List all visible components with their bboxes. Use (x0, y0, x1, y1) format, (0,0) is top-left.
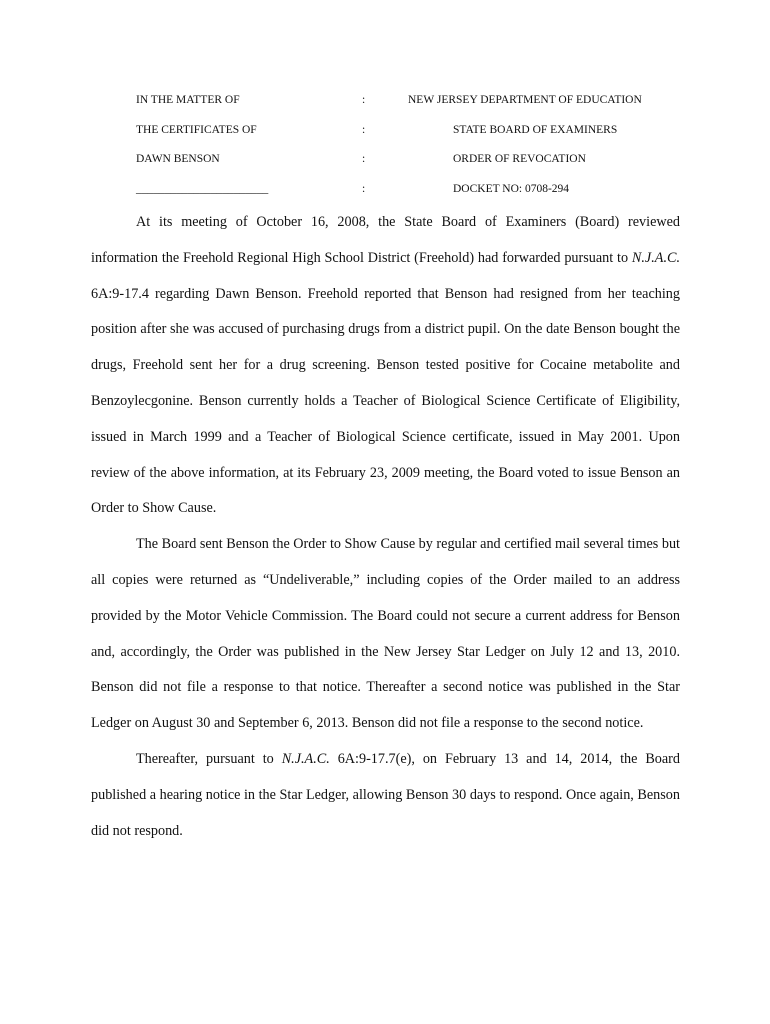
paragraph-text: 6A:9-17.4 regarding Dawn Benson. Freehold reported that Benson had resigned from her teaching position after she was accused of purchasing drugs from a district pupil. On the date Benson bought the drugs, Freehold sent her for a drug screening. Benson tested positive for Cocaine metabolite and Benzoylecgonine. Benson currently holds a Teacher of Biological Science Certificate of Eligibility, issued in March 1999 and a Teacher of Biological Science certificate, issued in May 2001. Upon review of the above information, at its February 23, 2009 meeting, the Board voted to issue Benson an Order to Show Cause. (91, 285, 680, 517)
paragraph-text: 6A:9-17.7(e), on February 13 and 14, 2014, the Board published a hearing notice in the Star Ledger, allowing Benson 30 days to respond. Once again, Benson did not respond. (91, 750, 680, 839)
caption-row (0, 90, 770, 110)
case-caption (0, 0, 770, 210)
caption-right: STATE BOARD OF EXAMINERS (453, 124, 618, 136)
caption-colon: : (362, 94, 366, 106)
caption-colon: : (362, 183, 366, 195)
paragraph-text: Thereafter, pursuant to (136, 750, 282, 767)
caption-right: DOCKET NO: 0708-294 (453, 183, 570, 195)
citation: N.J.A.C. (281, 750, 330, 767)
caption-right: NEW JERSEY DEPARTMENT OF EDUCATION (408, 94, 642, 106)
caption-row (0, 120, 770, 140)
paragraph-text: At its meeting of October 16, 2008, the State Board of Examiners (Board) reviewed information the Freehold Regional High School District (Freehold) had forwarded pursuant to (91, 214, 680, 266)
caption-row (0, 179, 770, 199)
caption-left: IN THE MATTER OF (136, 94, 240, 106)
paragraph (91, 742, 680, 849)
paragraph: The Board sent Benson the Order to Show Cause by regular and certified mail several times but all copies were returned as “Undeliverable,” including copies of the Order mailed to an address provided by the Motor Vehicle Commission. The Board could not secure a current address for Benson and, accordingly, the Order was published in the New Jersey Star Ledger on July 12 and 13, 2010. Benson did not file a response to that notice. Thereafter a second notice was published in the Star Ledger on August 30 and September 6, 2013. Benson did not file a response to the second notice. (91, 536, 680, 732)
caption-row (0, 149, 770, 169)
paragraph (91, 205, 680, 527)
caption-colon: : (362, 124, 366, 136)
caption-right: ORDER OF REVOCATION (453, 153, 586, 165)
caption-colon: : (362, 153, 366, 165)
caption-left: DAWN BENSON (136, 153, 220, 165)
caption-left: THE CERTIFICATES OF (136, 124, 257, 136)
citation: N.J.A.C. (631, 249, 680, 266)
document-body (91, 205, 680, 849)
caption-left: _______________________ (136, 183, 269, 195)
